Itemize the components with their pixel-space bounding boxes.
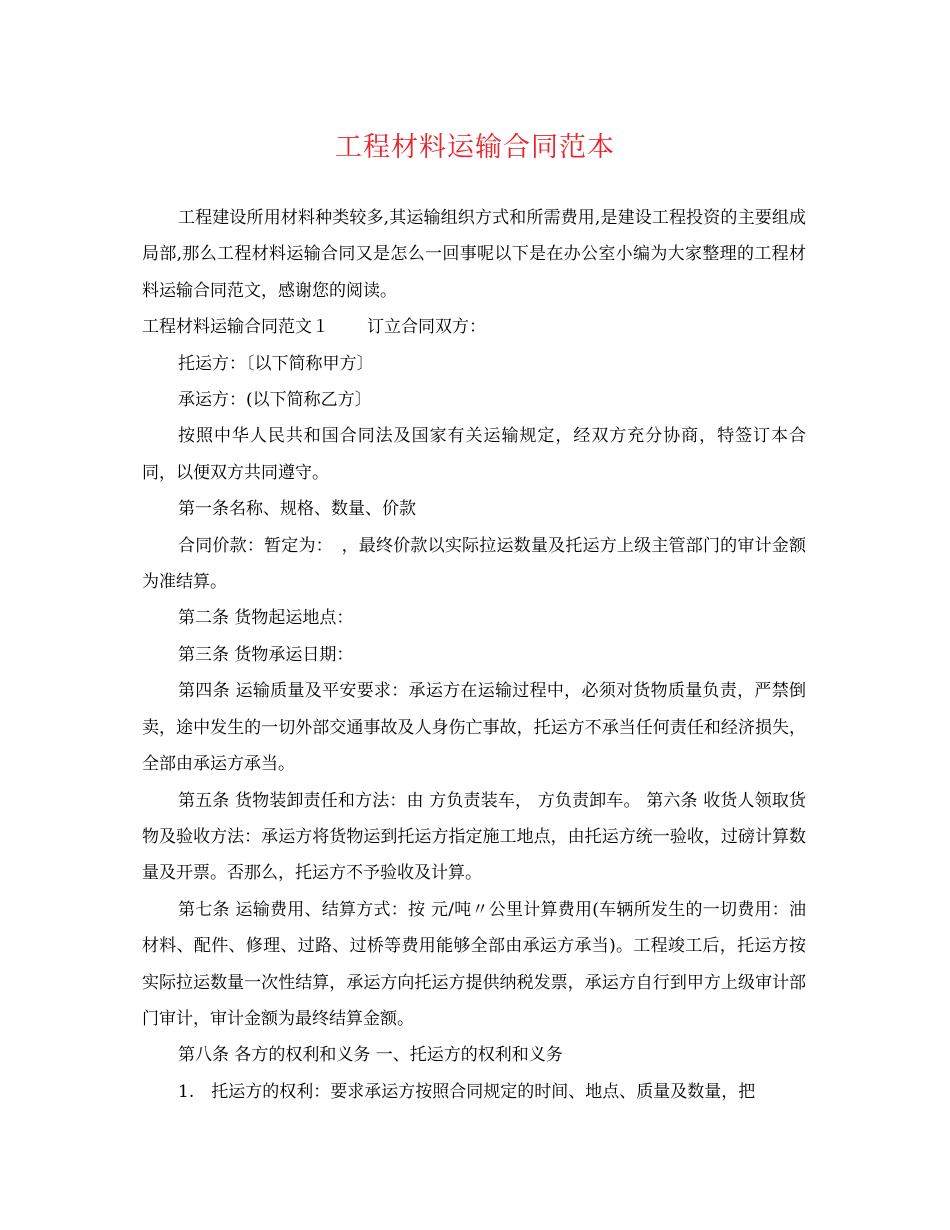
paragraph-contract-heading [142,309,806,345]
paragraph-shipper: 托运方：〔以下简称甲方〕 [178,353,374,374]
contract-parties-label: 订立合同双方： [367,317,486,338]
contract-sample-label: 工程材料运输合同范文１ [142,317,329,338]
paragraph-article-4: 第四条 运输质量及平安要求：承运方在运输过程中，必须对货物质量负责，严禁倒卖，途中发生的一切外部交通事故及人身伤亡事故，托运方不承当任何责任和经济损失，全部由承运方承当。 [142,681,806,775]
paragraph-article-2: 第二条 货物起运地点： [178,608,354,629]
paragraph-intro: 工程建设所用材料种类较多,其运输组织方式和所需费用,是建设工程投资的主要组成局部,那么工程材料运输合同又是怎么一回事呢以下是在办公室小编为大家整理的工程材料运输合同范文，感谢您的阅读。 [142,208,806,301]
paragraph-article-1: 第一条名称、规格、数量、价款 [178,499,416,520]
paragraph-contract-price: 合同价款：暂定为： ，最终价款以实际拉运数量及托运方上级主管部门的审计金额为准结算。 [142,535,806,593]
document-body [142,200,806,1110]
paragraph-article-7: 第七条 运输费用、结算方式：按 元/吨〃公里计算费用(车辆所发生的一切费用：油材料、配件、修理、过路、过桥等费用能够全部由承运方承当)。工程竣工后，托运方按实际拉运数量一次性结算，承运方向托运方提供纳税发票，承运方自行到甲方上级审计部门审计，审计金额为最终结算金额。 [142,899,806,1029]
paragraph-shipper-rights: 1. 托运方的权利：要求承运方按照合同规定的时间、地点、质量及数量，把 [178,1081,756,1102]
paragraph-article-3: 第三条 货物承运日期： [178,644,354,665]
document-title: 工程材料运输合同范本 [335,132,615,163]
paragraph-carrier: 承运方：(以下简称乙方〕 [178,390,372,411]
paragraph-article-8: 第八条 各方的权利和义务 一、托运方的权利和义务 [178,1045,563,1066]
paragraph-basis: 按照中华人民共和国合同法及国家有关运输规定，经双方充分协商，特签订本合同，以便双方共同遵守。 [142,426,806,483]
paragraph-article-5-6: 第五条 货物装卸责任和方法：由 方负责装车， 方负责卸车。 第六条 收货人领取货物及验收方法：承运方将货物运到托运方指定施工地点，由托运方统一验收，过磅计算数量及开票。否那么，托运方不予验收及计算。 [142,790,806,884]
